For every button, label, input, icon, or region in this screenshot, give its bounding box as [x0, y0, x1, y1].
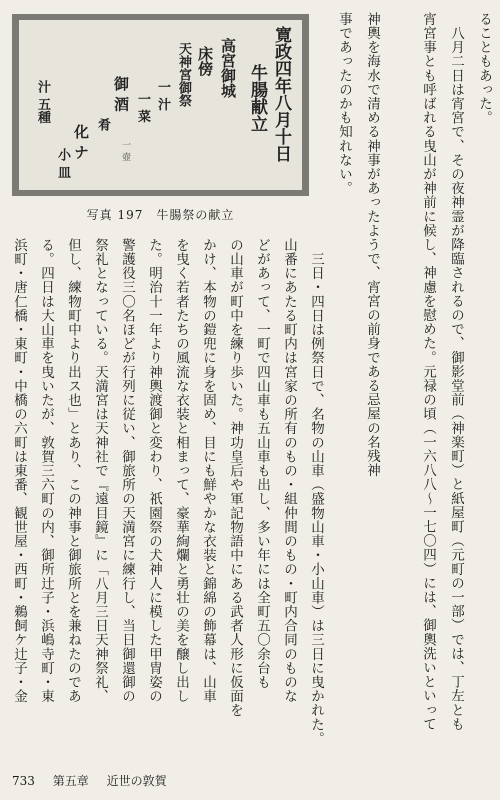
text-column: 但し、練物町中より出ス也」とあり、この神事と御旅所とを兼ねたのであ	[65, 238, 81, 704]
brush-col-8: 御 酒	[112, 76, 130, 112]
brush-col-10: 化 ナ	[72, 124, 90, 160]
brush-col-5: 天神宮御祭	[176, 42, 191, 107]
text-column: 祭礼となっている。天満宮は天神社で『遠目鏡』に「八月三日天神祭礼、	[92, 238, 108, 704]
brush-col-2: 牛腸献立	[247, 64, 267, 132]
brush-col-7: 一 菜	[135, 92, 150, 123]
chapter-title: 近世の敦賀	[106, 774, 167, 788]
brush-col-9: 肴	[95, 118, 110, 131]
text-column: た。明治十一年より神輿渡御と変わり、祇園祭の犬神人に模した甲冑姿の	[146, 238, 162, 704]
text-column: 山番にあたる町内は宮家の所有のもの・組仲間のもの・町内合同のものな	[281, 238, 297, 704]
text-column: を曳く若者たちの風流な衣装と相まって、豪華絢爛と勇壮の美を醸し出し	[173, 238, 189, 704]
text-column: 八月二日は宵宮で、その夜神霊が降臨されるので、御影堂前（神楽町）と紙屋町（元町の一部）では、丁左とも	[448, 12, 464, 732]
text-column: ることもあった。	[476, 12, 492, 125]
brush-col-11: 小 皿	[55, 148, 70, 179]
text-column: 三日・四日は例祭日で、名物の山車（盛物山車・小山車）は三日に曳かれた。	[308, 238, 324, 746]
text-column: 警護役三〇名ほどが行列に従い、御旅所の天満宮に練行し、当日御還御の	[119, 238, 135, 704]
photograph	[12, 14, 309, 196]
text-column: かけ、本物の鎧兜に身を固め、目にも鮮やかな衣装と錦綿の飾幕は、山車	[200, 238, 216, 704]
brush-col-6: 一 汁	[155, 80, 170, 111]
brush-col-12: 汁 五種	[35, 80, 50, 124]
text-column: どがあって、一町で四山車も五山車も出し、多い年には全町五〇余台も	[254, 238, 270, 690]
text-column: 事であったのかも知れない。	[336, 12, 352, 196]
chapter-number: 第五章	[52, 774, 89, 788]
text-column: 宵宮事とも呼ばれる曳山が神前に候し、神慮を慰めた。元禄の頃（一六八八〜一七〇四）には、御輿洗いといって	[420, 12, 436, 732]
photo-caption: 写真 197 牛腸祭の献立	[86, 208, 235, 222]
text-column: 浜町・唐仁橋・東町・中橋の六町は東番、観世屋・西町・鵜飼ケ辻子・金	[11, 238, 27, 704]
text-column: の山車が町中を練り歩いた。神功皇后や軍記物語中にある武者人形に仮面を	[227, 238, 243, 718]
brush-col-4: 床傍	[196, 46, 214, 76]
brush-title: 寛政四年八月十日	[271, 26, 291, 162]
text-column: 神輿を海水で清める神事があったようで、宵宮の前身である忌屋の名残神	[364, 12, 380, 478]
brush-col-3: 高宮御城	[219, 38, 237, 98]
brush-col-13: 一 壺	[120, 140, 130, 161]
page-footer	[12, 772, 181, 789]
text-column: る。四日は大山車を曳いたが、敦賀三六町の内、御所辻子・浜嶋寺町・東	[38, 238, 54, 704]
page-number: 733	[12, 774, 35, 788]
document-paper	[19, 20, 302, 190]
